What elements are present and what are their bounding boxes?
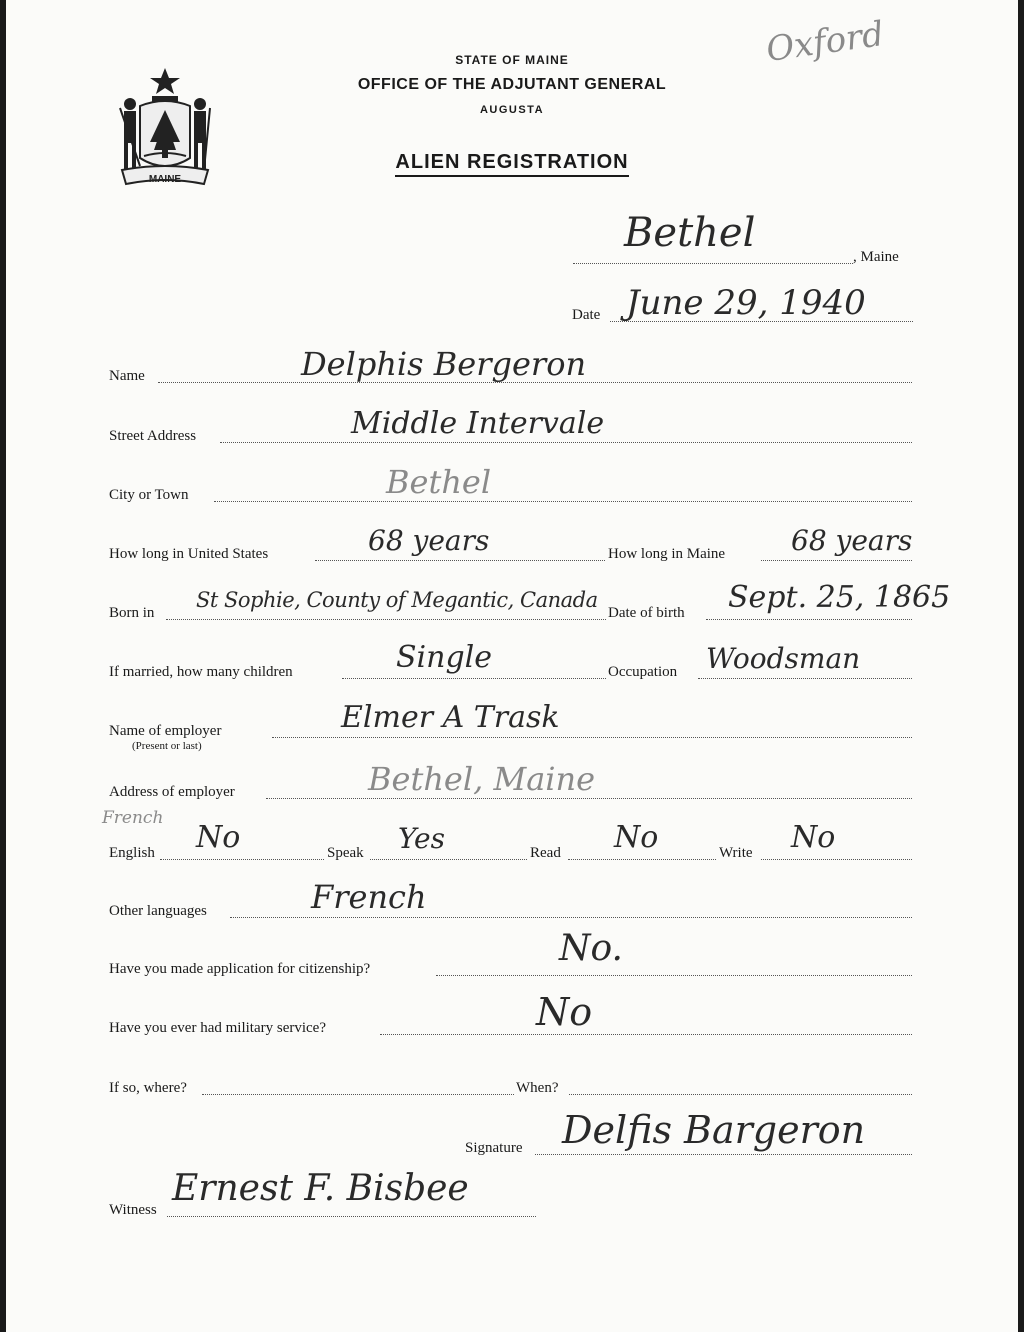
occupation-value: Woodsman (706, 642, 861, 675)
employer-sublabel: (Present or last) (132, 740, 202, 752)
street-value: Middle Intervale (351, 406, 605, 441)
header-office: OFFICE OF THE ADJUTANT GENERAL (357, 76, 667, 93)
dob-label: Date of birth (608, 605, 685, 621)
town-value: Bethel (624, 210, 756, 256)
signature-label: Signature (465, 1140, 523, 1156)
street-label: Street Address (109, 428, 197, 444)
dob-value: Sept. 25, 1865 (728, 580, 951, 615)
children-label: If married, how many children (109, 664, 293, 680)
speak-label: Speak (327, 845, 364, 861)
how-long-us-value: 68 years (368, 524, 490, 557)
registration-form (6, 0, 1018, 1332)
witness-label: Witness (109, 1202, 157, 1218)
where-label: If so, where? (109, 1080, 187, 1096)
citizenship-value: No. (559, 928, 623, 969)
city-value: Bethel (386, 463, 492, 501)
occupation-label: Occupation (608, 664, 678, 680)
witness-value: Ernest F. Bisbee (172, 1168, 469, 1209)
corner-note: Oxford (763, 13, 887, 71)
children-value: Single (396, 640, 493, 675)
citizenship-label: Have you made application for citizenship? (109, 961, 371, 977)
maine-label: , Maine (853, 249, 899, 265)
employer-address-value: Bethel, Maine (368, 760, 596, 798)
how-long-maine-value: 68 years (791, 524, 913, 557)
city-label: City or Town (109, 487, 189, 503)
born-in-value: St Sophie, County of Megantic, Canada (196, 588, 598, 612)
how-long-maine-label: How long in Maine (608, 546, 726, 562)
born-in-label: Born in (109, 605, 155, 621)
form-title: ALIEN REGISTRATION (395, 151, 628, 177)
header-state: STATE OF MAINE (455, 53, 569, 67)
date-value: June 29, 1940 (626, 283, 866, 323)
date-label: Date (572, 307, 601, 323)
military-value: No (536, 990, 593, 1034)
signature-value: Delfis Bargeron (562, 1108, 866, 1152)
seal-text: MAINE (148, 174, 182, 185)
english-note: French (102, 808, 164, 828)
write-value: No (791, 820, 836, 855)
read-value: No (614, 820, 659, 855)
employer-label: Name of employer (109, 723, 222, 739)
speak-value: Yes (398, 822, 445, 855)
employer-address-label: Address of employer (109, 784, 235, 800)
name-value: Delphis Bergeron (301, 345, 587, 383)
how-long-us-label: How long in United States (109, 546, 269, 562)
english-value: No (196, 820, 241, 855)
employer-value: Elmer A Trask (341, 700, 560, 735)
read-label: Read (530, 845, 561, 861)
other-languages-label: Other languages (109, 903, 207, 919)
english-label: English (109, 845, 155, 861)
other-languages-value: French (311, 878, 427, 916)
name-label: Name (109, 368, 145, 384)
write-label: Write (719, 845, 753, 861)
when-label: When? (516, 1080, 559, 1096)
military-label: Have you ever had military service? (109, 1020, 326, 1036)
header-city: AUGUSTA (479, 104, 545, 116)
